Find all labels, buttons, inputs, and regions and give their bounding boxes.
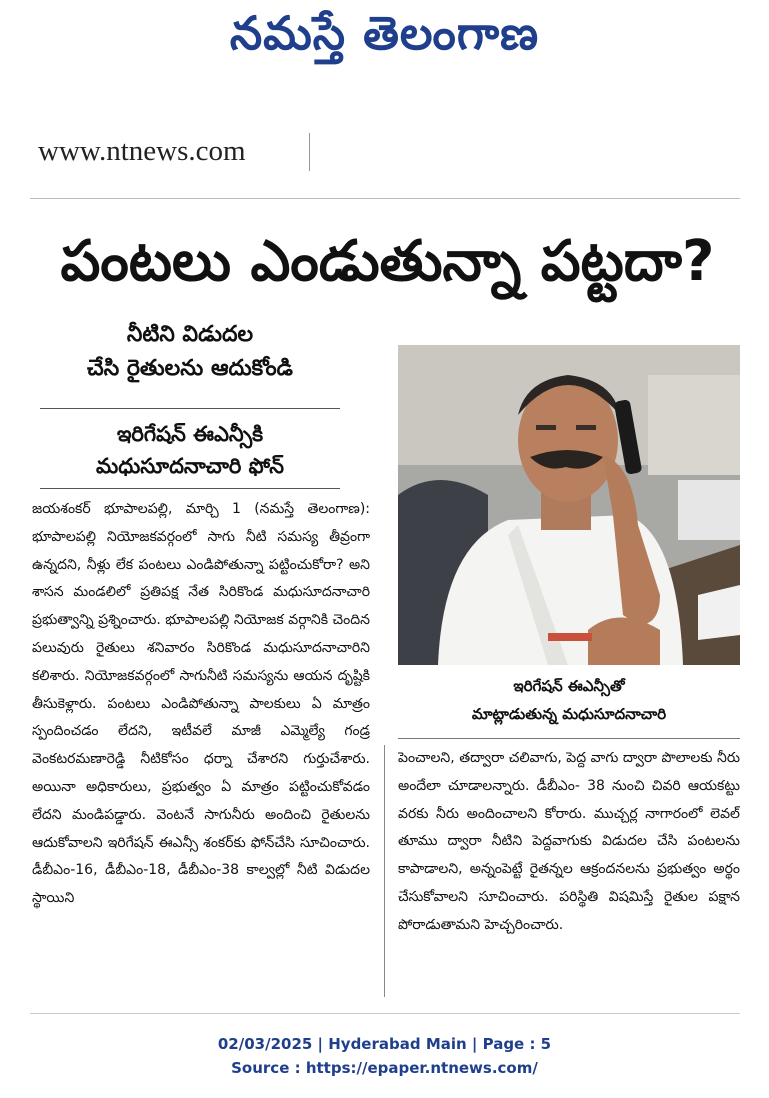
sub-headline-line: నీటిని విడుదల (126, 322, 254, 347)
masthead-title: నమస్తే తెలంగాణ (229, 6, 540, 60)
newspaper-masthead (0, 6, 769, 72)
caption-rule (398, 738, 740, 739)
photo-caption (398, 672, 740, 728)
deck-divider (40, 488, 340, 489)
source-link[interactable]: Source : https://epaper.ntnews.com/ (231, 1059, 538, 1077)
header-rule (30, 198, 740, 199)
sub-headline (40, 318, 340, 386)
caption-line: మాట్లాడుతున్న మధుసూదనాచారి (471, 705, 667, 723)
footer-rule (30, 1013, 740, 1014)
sub-headline-line: చేసి రైతులను ఆదుకోండి (87, 356, 293, 381)
url-divider (309, 133, 310, 171)
edition-info: 02/03/2025 | Hyderabad Main | Page : 5 (217, 1035, 552, 1053)
article-body-column-2: పెంచాలని, తద్వారా చలివాగు, పెద్ద వాగు ద్వారా పొలాలకు నీరు అందేలా చూడాలన్నారు. డీబీఎం- 38 నుంచి చివరి ఆయకట్టు వరకు నీరు అందించాలని కోరారు. ముచ్చర్ల నాగారంలో లెవల్ తూము ద్వారా నీటిని పెద్దవాగుకు విడుదల చేసి పంటలను కాపాడాలని, అన్నంపెట్టే రైతన్నల ఆక్రందనలను ప్రభుత్వం అర్థం చేసుకోవాలని సూచించారు. పరిస్థితి విషమిస్తే రైతుల పక్షాన పోరాడుతామని హెచ్చరించారు. (398, 750, 740, 933)
article-photo (398, 345, 740, 665)
caption-line: ఇరిగేషన్ ఈఎన్సీతో (513, 677, 625, 695)
column-divider (384, 745, 385, 997)
deck-divider (40, 408, 340, 409)
sub-headline-secondary (40, 418, 340, 482)
website-url: www.ntnews.com (38, 135, 246, 167)
sub-headline-line: ఇరిగేషన్ ఈఎన్సీకి (116, 422, 264, 446)
sub-headline-line: మధుసూదనాచారి ఫోన్ (95, 454, 284, 478)
article-headline: పంటలు ఎండుతున్నా పట్టదా? (60, 229, 715, 294)
article-body-column-1: జయశంకర్ భూపాలపల్లి, మార్చి 1 (నమస్తే తెలంగాణ): భూపాలపల్లి నియోజకవర్గంలో సాగు నీటి సమస్య తీవ్రంగా ఉన్నదని, నీళ్లు లేక పంటలు ఎండిపోతున్నా పట్టించుకోరా? అని శాసన మండలిలో ప్రతిపక్ష నేత సిరికొండ మధుసూదనాచారి ప్రభుత్వాన్ని ప్రశ్నించారు. భూపాలపల్లి నియోజక వర్గానికి చెందిన పలువురు రైతులు శనివారం సిరికొండ మధుసూదనాచారిని కలిశారు. నియోజకవర్గంలో సాగునీటి సమస్యను ఆయన దృష్టికి తీసుకెళ్లారు. పంటలు ఎండిపోతున్నా పాలకులు ఏ మాత్రం స్పందించడం లేదని, ఇటీవలే మాజీ ఎమ్మెల్యే గండ్ర వెంకటరమణారెడ్డి నీటికోసం ధర్నా చేశారని గుర్తుచేశారు. అయినా అధికారులు, ప్రభుత్వం ఏ మాత్రం పట్టించుకోవడం లేదని మండిపడ్డారు. వెంటనే సాగునీరు అందించి రైతులను ఆదుకోవాలని ఇరిగేషన్ ఈఎన్సీ శంకర్‌కు ఫోన్‌చేసి సూచించారు. డీబీఎం-16, డీబీఎం-18, డీబీఎం-38 కాల్వల్లో నీటి విడుదల స్థాయిని (32, 501, 370, 907)
photo-illustration (398, 345, 740, 665)
